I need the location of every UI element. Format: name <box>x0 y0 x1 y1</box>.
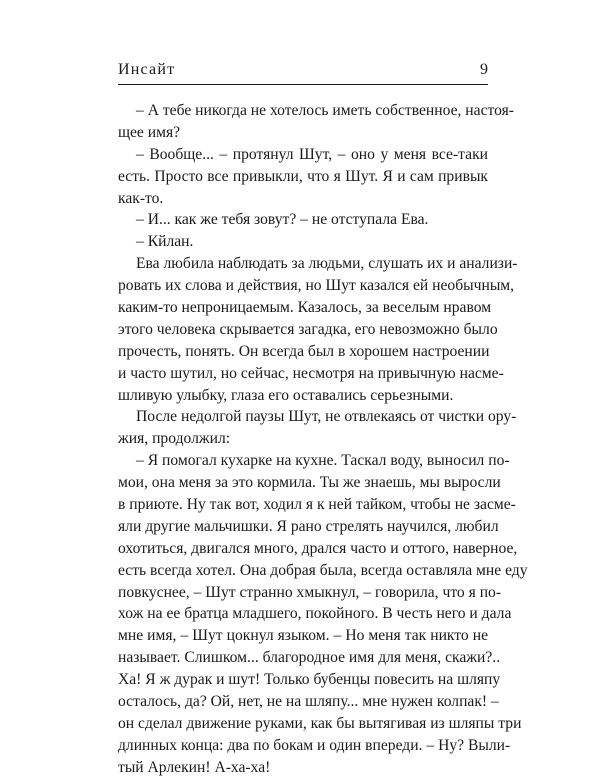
text-line: Ха! Я ж дурак и шут! Только бубенцы повесить на шляпу <box>118 671 501 689</box>
text-line: тый Арлекин! А-ха-ха! <box>118 758 271 776</box>
text-line: мои, она меня за это кормила. Ты же знаешь, мы выросли <box>118 474 501 492</box>
text-line: яли другие мальчишки. Я рано стрелять научился, любил <box>118 517 499 535</box>
text-line: есть. Просто все привыкли, что я Шут. Я и сам привык <box>118 167 488 185</box>
text-line: охотиться, двигался много, дрался часто и оттого, наверное, <box>118 539 518 557</box>
header-rule <box>118 84 488 85</box>
text-line: – А тебе никогда не хотелось иметь собственное, настоя- <box>136 102 514 119</box>
text-line: есть всегда хотел. Она добрая была, всегда оставляла мне еду <box>118 561 528 579</box>
text-line: шливую улыбку, глаза его оставались серьезными. <box>118 386 454 404</box>
running-head-title: Инсайт <box>118 61 176 78</box>
text-line: щее имя? <box>118 123 181 141</box>
text-line: – И... как же тебя зовут? – не отступала Ева. <box>136 211 429 229</box>
text-line: длинных конца: два по бокам и один впереди. – Ну? Выли- <box>118 736 511 754</box>
text-line: – Кйлан. <box>136 233 194 251</box>
text-line: осталось, да? Ой, нет, не на шляпу... мне нужен колпак! – <box>118 693 499 711</box>
text-line: жия, продолжил: <box>118 430 231 448</box>
running-header <box>118 60 488 84</box>
text-line: Ева любила наблюдать за людьми, слушать их и анализи- <box>136 255 518 273</box>
text-line: как-то. <box>118 189 164 207</box>
text-line: называет. Слишком... благородное имя для меня, скажи?.. <box>118 649 501 667</box>
text-line: повкуснее, – Шут странно хмыкнул, – говорила, что я по- <box>118 583 502 601</box>
text-line: – Я помогал кухарке на кухне. Таскал воду, выносил по- <box>136 452 510 470</box>
text-line: он сделал движение руками, как бы вытягивая из шляпы три <box>118 714 522 732</box>
text-line: этого человека скрывается загадка, его невозможно было <box>118 320 498 338</box>
text-line: и часто шутил, но сейчас, несмотря на привычную насме- <box>118 364 504 382</box>
text-line: – Вообще... – протянул Шут, – оно у меня все-таки <box>136 145 488 163</box>
text-line: каким-то непроницаемым. Казалось, за веселым нравом <box>118 299 492 317</box>
text-line: После недолгой паузы Шут, не отвлекаясь от чистки ору- <box>136 408 517 426</box>
text-line: в приюте. Ну так вот, ходил я к ней тайком, чтобы не засме- <box>118 496 516 514</box>
body-text <box>118 100 528 779</box>
page-number: 9 <box>480 61 488 78</box>
text-line: мне имя, – Шут цокнул языком. – Но меня так никто не <box>118 627 488 645</box>
text-line: прочесть, понять. Он всегда был в хорошем настроении <box>118 342 490 360</box>
text-line: ровать их слова и действия, но Шут казался ей необычным, <box>118 277 515 295</box>
text-line: хож на ее братца младшего, покойного. В честь него и дала <box>118 605 512 623</box>
